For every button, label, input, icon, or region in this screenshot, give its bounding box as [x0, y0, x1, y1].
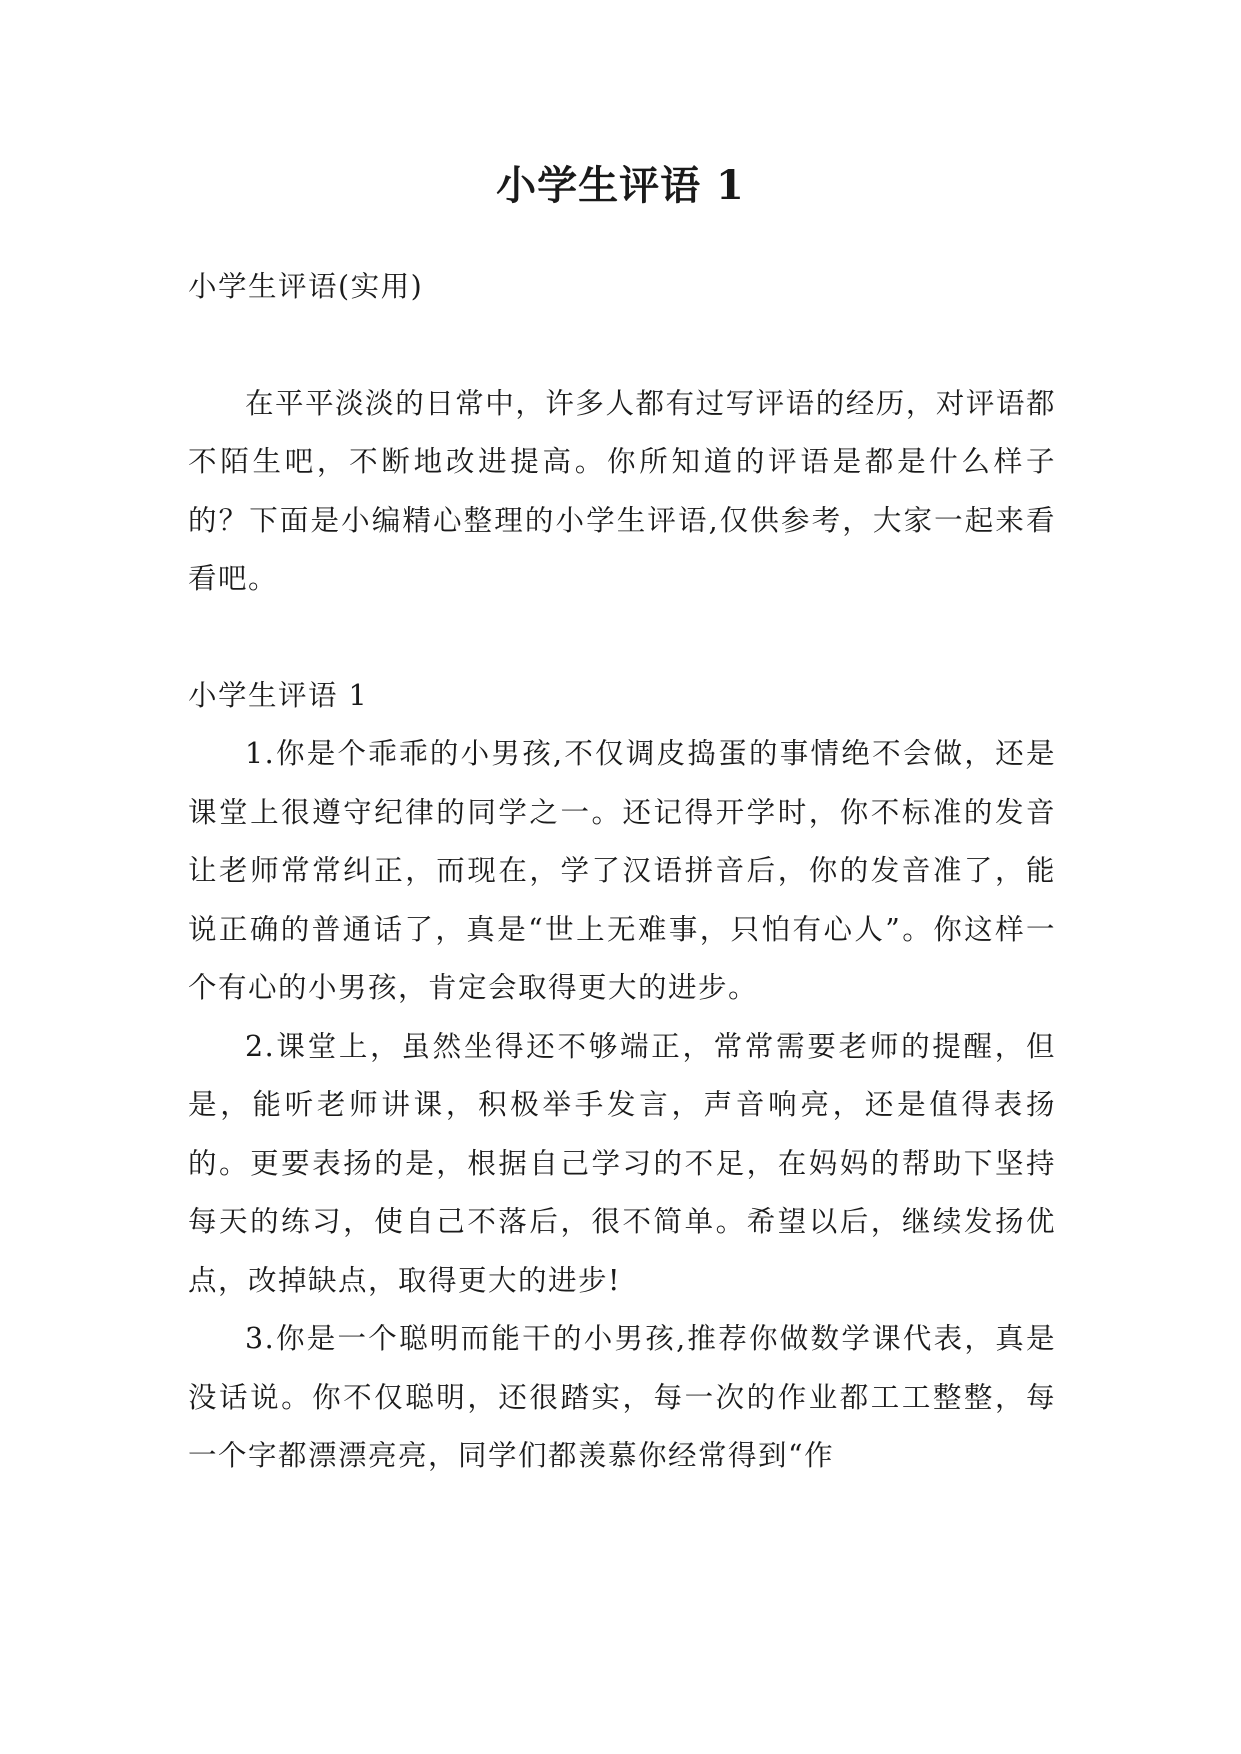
comment-item-1: 1.你是个乖乖的小男孩,不仅调皮捣蛋的事情绝不会做，还是课堂上很遵守纪律的同学之一。还记得开学时，你不标准的发音让老师常常纠正，而现在，学了汉语拼音后，你的发音准了，能说正确的普通话了，真是“世上无难事，只怕有心人”。你这样一个有心的小男孩，肯定会取得更大的进步。	[188, 737, 1056, 1004]
intro-paragraph: 在平平淡淡的日常中，许多人都有过写评语的经历，对评语都不陌生吧，不断地改进提高。你所知道的评语是都是什么样子的？下面是小编精心整理的小学生评语,仅供参考，大家一起来看看吧。	[188, 386, 1056, 595]
document-body	[188, 258, 1056, 1486]
comment-item-2: 2.课堂上，虽然坐得还不够端正，常常需要老师的提醒，但是，能听老师讲课，积极举手发言，声音响亮，还是值得表扬的。更要表扬的是，根据自己学习的不足，在妈妈的帮助下坚持每天的练习，使自己不落后，很不简单。希望以后，继续发扬优点，改掉缺点，取得更大的进步!	[188, 1029, 1056, 1297]
document-title: 小学生评语 1	[496, 162, 745, 209]
section-heading: 小学生评语 1	[188, 678, 369, 712]
document-subtitle: 小学生评语(实用)	[188, 270, 424, 303]
comment-item-3: 3.你是一个聪明而能干的小男孩,推荐你做数学课代表，真是没话说。你不仅聪明，还很踏实，每一次的作业都工工整整，每一个字都漂漂亮亮，同学们都羡慕你经常得到“作	[188, 1322, 1056, 1472]
